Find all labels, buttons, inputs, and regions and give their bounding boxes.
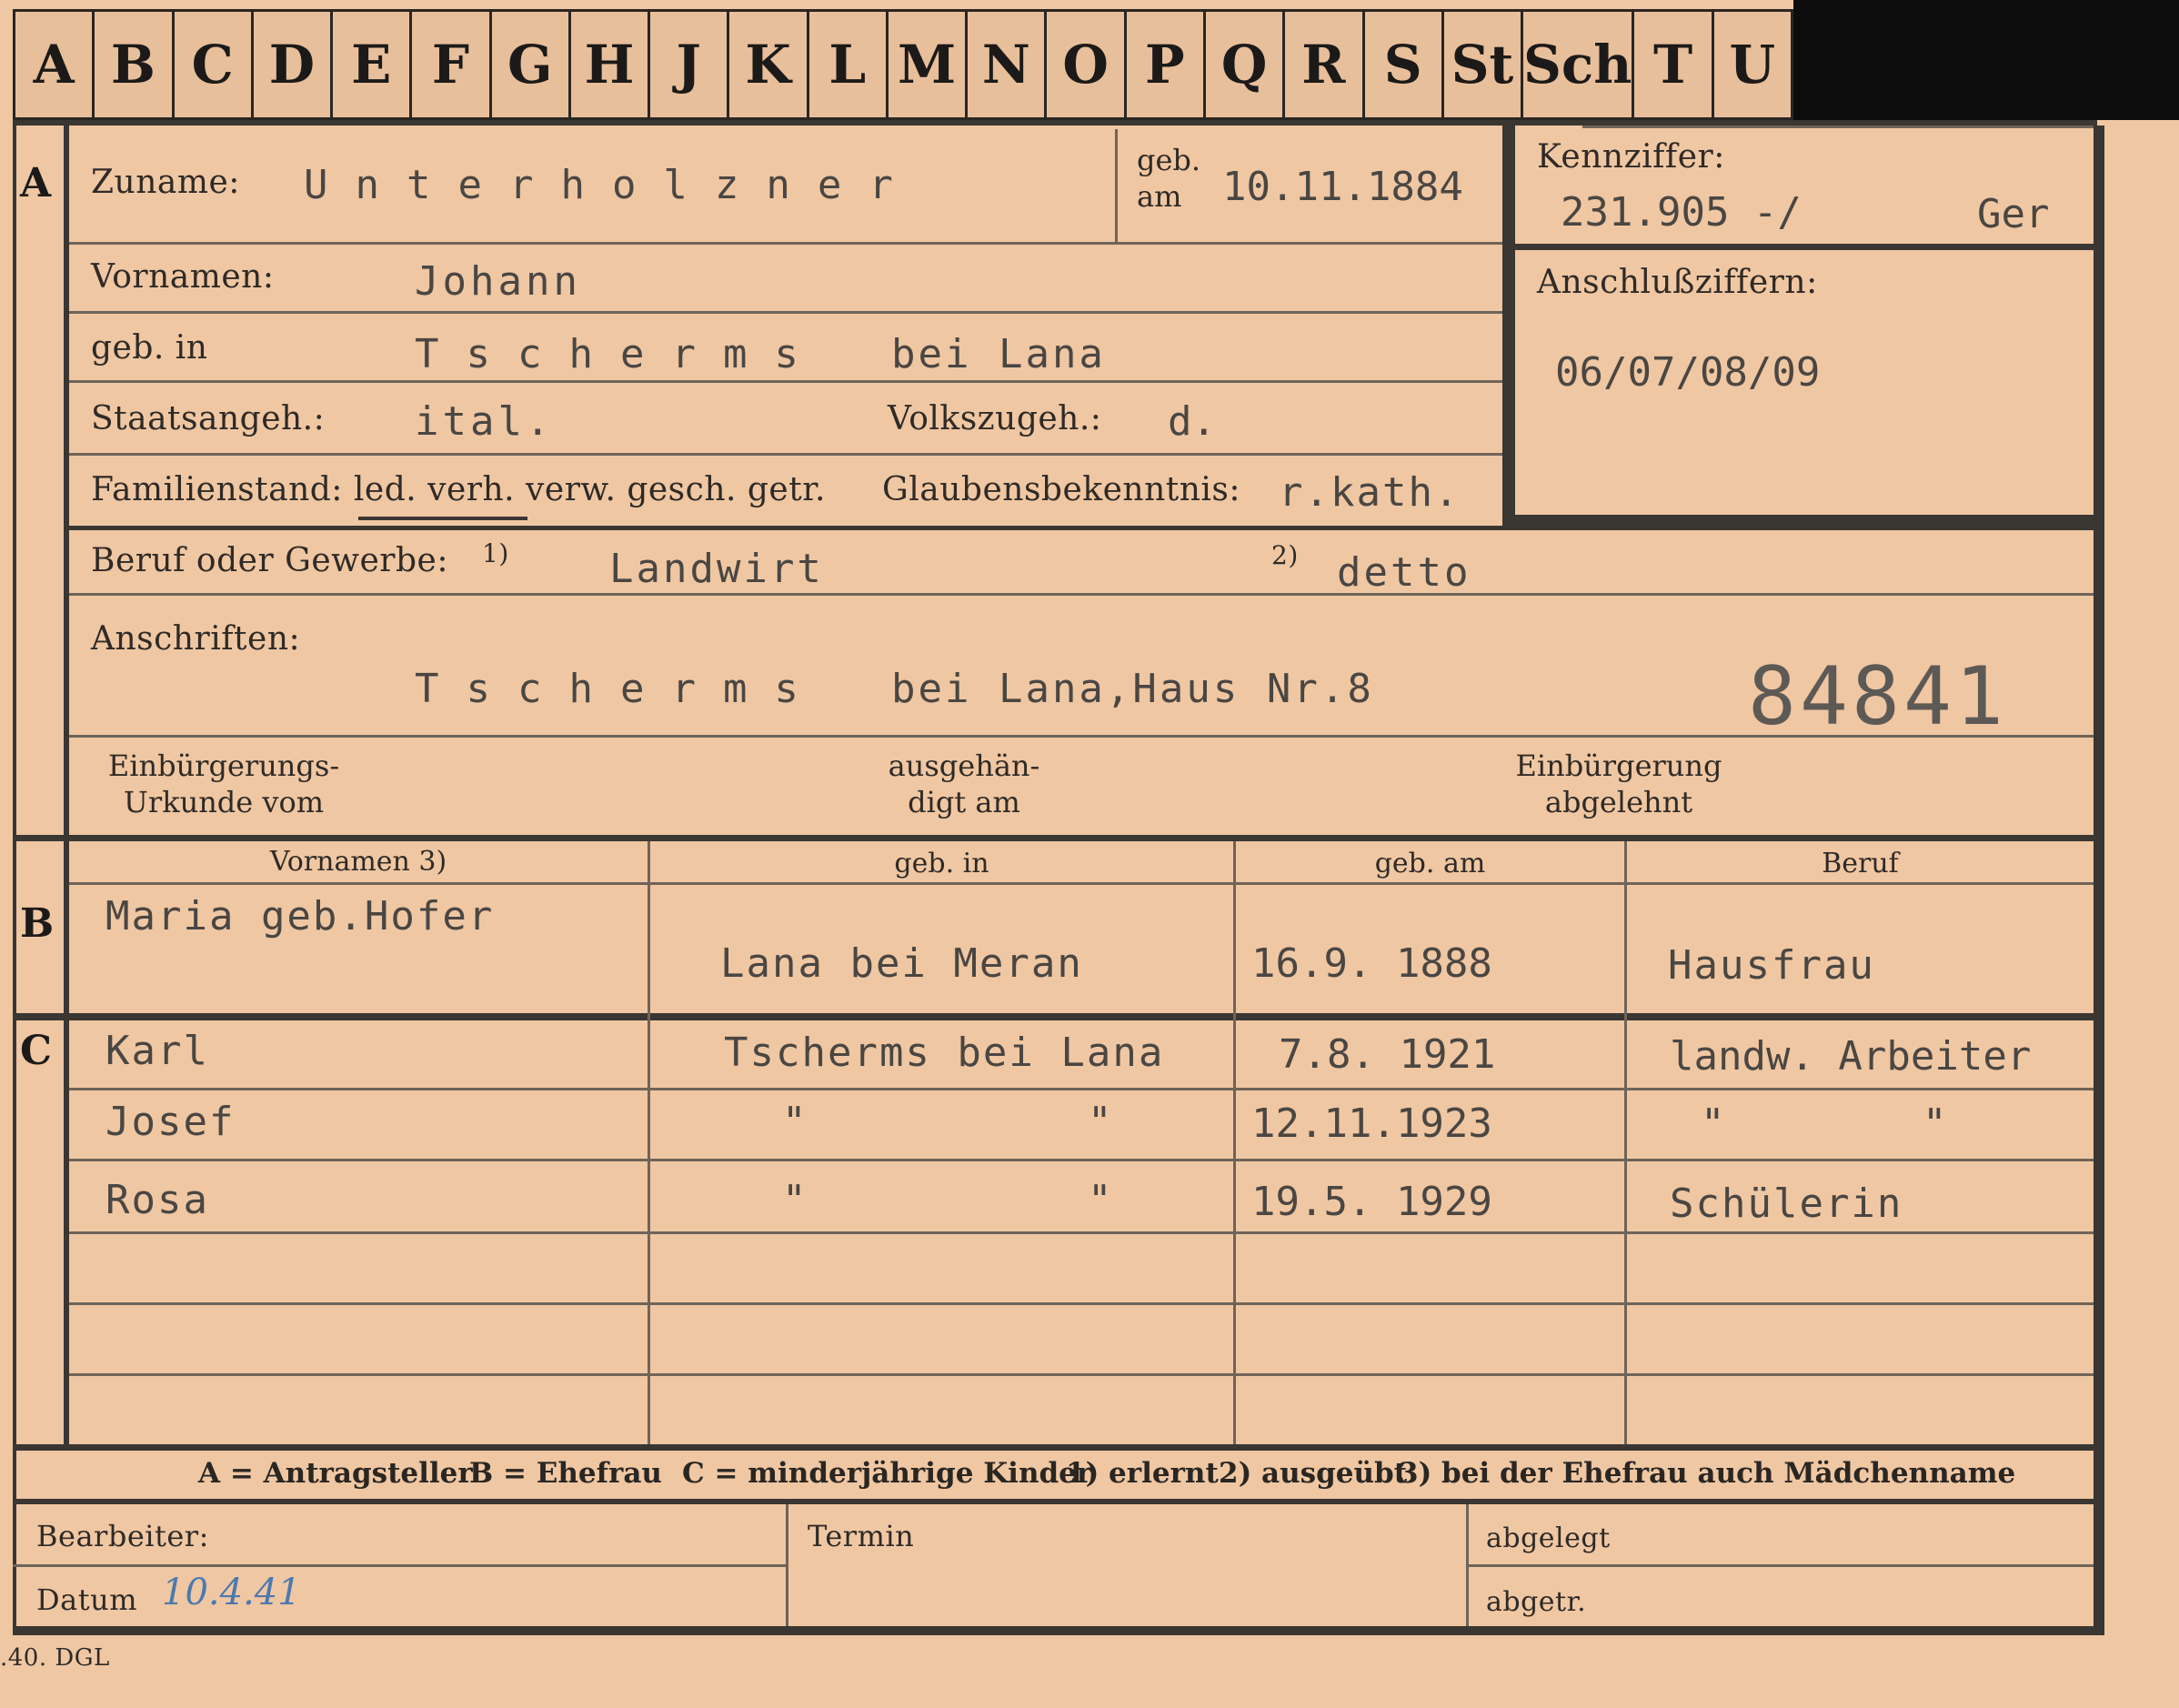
col-divider <box>786 1504 788 1626</box>
rule <box>69 1231 2094 1234</box>
rule <box>69 1159 2094 1161</box>
rule <box>13 1564 786 1567</box>
birthplace-town: Tscherms <box>415 331 826 377</box>
rule <box>69 882 2094 885</box>
alphabet-tab-m[interactable]: M <box>889 12 968 117</box>
table-top <box>13 835 2094 841</box>
alphabet-tab-k[interactable]: K <box>729 12 808 117</box>
legend-b: B = Ehefrau <box>469 1457 662 1490</box>
print-code: .40. DGL <box>0 1644 110 1672</box>
occupation-note-2: 2) <box>1271 540 1299 570</box>
legend-c: C = minderjährige Kinder <box>682 1457 1092 1490</box>
col-divider <box>1466 1504 1469 1626</box>
rule <box>69 380 1502 383</box>
spouse-birthplace: Lana bei Meran <box>720 940 1083 987</box>
alphabet-tab-a[interactable]: A <box>15 12 95 117</box>
spouse-occupation: Hausfrau <box>1668 942 1875 989</box>
alphabet-bar-background <box>1793 0 2179 120</box>
rule <box>1468 1564 2094 1567</box>
alphabet-tab-r[interactable]: R <box>1285 12 1364 117</box>
legend-bottom <box>13 1499 2094 1504</box>
alphabet-tab-st[interactable]: St <box>1444 12 1523 117</box>
anschluss-value: 06/07/08/09 <box>1555 349 1821 396</box>
abgelegt-label: abgelegt <box>1486 1522 1611 1554</box>
child-2-occupation-ditto-2: " <box>1923 1100 1947 1147</box>
section-c-marker: C <box>20 1028 53 1074</box>
rule <box>1582 126 2094 128</box>
address-label: Anschriften: <box>91 620 301 658</box>
frame-bottom <box>13 1626 2104 1635</box>
col-divider <box>1233 841 1236 1444</box>
rule <box>69 593 2094 596</box>
datum-label: Datum <box>36 1582 138 1617</box>
termin-label: Termin <box>808 1519 915 1553</box>
alphabet-tab-sch[interactable]: Sch <box>1523 12 1634 117</box>
birthplace-label: geb. in <box>91 329 208 367</box>
kennziffer-label: Kennziffer: <box>1537 138 1725 176</box>
child-1-name: Karl <box>105 1028 209 1074</box>
naturalization-certificate-label: Einbürgerungs- Urkunde vom <box>107 749 340 819</box>
legend-note-1: 1) erlernt <box>1066 1457 1219 1490</box>
alphabet-tab-j[interactable]: J <box>650 12 729 117</box>
alphabet-tab-l[interactable]: L <box>809 12 889 117</box>
rule <box>69 1302 2094 1305</box>
ethnicity-value: d. <box>1168 398 1216 445</box>
religion-label: Glaubensbekenntnis: <box>882 471 1241 508</box>
alphabet-tab-g[interactable]: G <box>492 12 571 117</box>
col-header-first-names: Vornamen 3) <box>269 846 447 878</box>
alphabet-tab-o[interactable]: O <box>1047 12 1126 117</box>
alphabet-index-bar <box>13 9 1793 120</box>
child-1-birthplace: Tscherms bei Lana <box>724 1030 1165 1076</box>
alphabet-tab-f[interactable]: F <box>412 12 491 117</box>
alphabet-tab-e[interactable]: E <box>333 12 412 117</box>
legend-note-2: 2) ausgeübt <box>1219 1457 1408 1490</box>
child-2-birthplace-ditto-2: " <box>1088 1099 1112 1145</box>
alphabet-tab-c[interactable]: C <box>175 12 254 117</box>
child-3-birthplace-ditto-1: " <box>782 1177 807 1223</box>
alphabet-tab-n[interactable]: N <box>968 12 1047 117</box>
col-header-birth-date: geb. am <box>1374 848 1486 879</box>
kennziffer-suffix: Ger <box>1977 191 2050 237</box>
religion-value: r.kath. <box>1279 469 1461 516</box>
alphabet-tab-q[interactable]: Q <box>1206 12 1285 117</box>
alphabet-tab-b[interactable]: B <box>95 12 174 117</box>
first-names-label: Vornamen: <box>91 258 275 296</box>
occupation-label: Beruf oder Gewerbe: <box>91 542 448 579</box>
rule <box>69 242 1502 245</box>
child-2-occupation-ditto-1: " <box>1701 1100 1725 1147</box>
registration-stamp-number: 84841 <box>1748 649 2007 743</box>
rule <box>1115 129 1118 242</box>
rule <box>69 1373 2094 1376</box>
alphabet-tab-u[interactable]: U <box>1729 34 1776 95</box>
spouse-children-divider <box>13 1013 2094 1020</box>
child-3-name: Rosa <box>105 1177 209 1223</box>
abgetr-label: abgetr. <box>1486 1586 1587 1618</box>
address-rest: bei Lana,Haus Nr.8 <box>891 666 1374 712</box>
alphabet-tab-d[interactable]: D <box>254 12 333 117</box>
naturalization-rejected-label: Einbürgerung abgelehnt <box>1515 749 1722 819</box>
rule <box>69 311 1502 314</box>
alphabet-tab-t[interactable]: T <box>1634 12 1713 117</box>
spouse-birth-date: 16.9. 1888 <box>1251 940 1492 987</box>
alphabet-tab-s[interactable]: S <box>1365 12 1444 117</box>
first-names-value: Johann <box>415 258 581 305</box>
ethnicity-label: Volkszugeh.: <box>888 400 1102 437</box>
alphabet-tab-h[interactable]: H <box>571 12 650 117</box>
occupation-note-1: 1) <box>482 538 509 568</box>
occupation-learned: Landwirt <box>609 546 824 592</box>
child-1-birth-date: 7.8. 1921 <box>1279 1031 1496 1078</box>
occupation-practiced: detto <box>1337 549 1471 596</box>
bearbeiter-label: Bearbeiter: <box>36 1519 209 1553</box>
citizenship-value: ital. <box>415 398 554 445</box>
frame-right <box>2094 126 2104 1635</box>
birth-date-value: 10.11.1884 <box>1222 164 1463 210</box>
col-header-occupation: Beruf <box>1822 848 1899 879</box>
anschluss-label: Anschlußziffern: <box>1537 264 1818 301</box>
datum-handwritten-value: 10.4.41 <box>162 1572 301 1613</box>
section-b-marker: B <box>20 900 55 947</box>
marital-status-underline <box>358 517 527 520</box>
child-3-birthplace-ditto-2: " <box>1088 1177 1112 1223</box>
birth-date-label: geb. am <box>1137 143 1201 214</box>
legend-a: A = Antragsteller <box>198 1457 473 1490</box>
marital-status-label: Familienstand: led. verh. verw. gesch. getr. <box>91 471 826 508</box>
rule <box>69 1088 2094 1090</box>
rule <box>69 453 1502 456</box>
child-3-birth-date: 19.5. 1929 <box>1251 1179 1492 1225</box>
alphabet-tab-p[interactable]: P <box>1127 12 1206 117</box>
surname-label: Zuname: <box>91 164 240 201</box>
frame-left <box>13 126 16 1626</box>
address-town: Tscherms <box>415 666 826 712</box>
section-a-marker: A <box>20 160 52 206</box>
reference-box-left <box>1502 126 1515 527</box>
child-2-name: Josef <box>105 1099 236 1145</box>
citizenship-label: Staatsangeh.: <box>91 400 326 437</box>
col-divider <box>648 841 650 1444</box>
col-header-birthplace: geb. in <box>894 848 989 879</box>
section-column-divider <box>64 126 69 1444</box>
table-bottom <box>13 1444 2094 1451</box>
child-2-birthplace-ditto-1: " <box>782 1099 807 1145</box>
birthplace-rest: bei Lana <box>891 331 1106 377</box>
spouse-name: Maria geb.Hofer <box>105 893 495 939</box>
child-2-birth-date: 12.11.1923 <box>1251 1100 1492 1147</box>
col-divider <box>1624 841 1627 1444</box>
reference-box-bottom <box>1515 515 2094 527</box>
kennziffer-value: 231.905 -/ <box>1561 189 1802 236</box>
child-1-occupation: landw. Arbeiter <box>1670 1033 2032 1080</box>
issued-date-label: ausgehän- digt am <box>888 749 1040 819</box>
surname-value: Unterholzner <box>304 162 920 208</box>
legend-note-3: 3) bei der Ehefrau auch Mädchenname <box>1399 1457 2016 1490</box>
child-3-occupation: Schülerin <box>1670 1181 1903 1227</box>
reference-box-divider <box>1515 244 2094 250</box>
